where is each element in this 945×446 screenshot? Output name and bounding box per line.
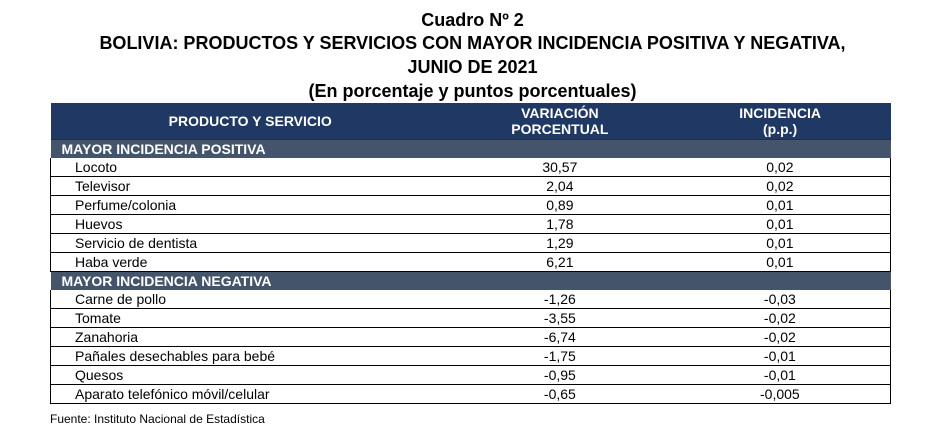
variation-value: 1,78 [450,215,670,234]
table-row [51,347,891,366]
incidence-value: -0,01 [670,347,891,366]
variation-value: -1,75 [450,347,670,366]
product-name: Haba verde [51,253,450,272]
variation-value: -3,55 [450,309,670,328]
table-row [51,253,891,272]
product-name: Aparato telefónico móvil/celular [51,385,450,404]
table-row [51,366,891,385]
section-label: MAYOR INCIDENCIA POSITIVA [51,140,891,159]
section-positive [51,140,891,159]
variation-value: -6,74 [450,328,670,347]
incidence-value: 0,02 [670,177,891,196]
header-incidence: INCIDENCIA (p.p.) [670,103,891,140]
variation-value: -0,65 [450,385,670,404]
incidence-value: -0,02 [670,309,891,328]
incidence-table [50,103,891,404]
incidence-value: 0,01 [670,234,891,253]
table-row [51,196,891,215]
table-row [51,158,891,177]
variation-value: 30,57 [450,158,670,177]
header-product: PRODUCTO Y SERVICIO [51,103,450,140]
incidence-value: 0,01 [670,253,891,272]
product-name: Locoto [51,158,450,177]
incidence-value: -0,02 [670,328,891,347]
variation-value: -0,95 [450,366,670,385]
table-title-date: JUNIO DE 2021 [407,57,538,77]
header-row [51,103,891,140]
product-name: Perfume/colonia [51,196,450,215]
table-row [51,215,891,234]
incidence-value: 0,02 [670,158,891,177]
variation-value: 2,04 [450,177,670,196]
table-row [51,328,891,347]
table-row [51,234,891,253]
table-number: Cuadro Nº 2 [421,10,524,30]
table-row [51,177,891,196]
header-variation: VARIACIÓN PORCENTUAL [450,103,670,140]
variation-value: 1,29 [450,234,670,253]
section-negative [51,272,891,291]
product-name: Tomate [51,309,450,328]
incidence-value: 0,01 [670,215,891,234]
variation-value: -1,26 [450,290,670,309]
source-note: Fuente: Instituto Nacional de Estadística [50,412,265,426]
table-row [51,309,891,328]
table-title: BOLIVIA: PRODUCTOS Y SERVICIOS CON MAYOR INCIDENCIA POSITIVA Y NEGATIVA, [99,33,846,53]
variation-value: 0,89 [450,196,670,215]
incidence-value: 0,01 [670,196,891,215]
product-name: Quesos [51,366,450,385]
table-row [51,290,891,309]
incidence-value: -0,005 [670,385,891,404]
product-name: Servicio de dentista [51,234,450,253]
product-name: Zanahoria [51,328,450,347]
table-row [51,385,891,404]
product-name: Pañales desechables para bebé [51,347,450,366]
incidence-value: -0,03 [670,290,891,309]
table-units: (En porcentaje y puntos porcentuales) [308,81,637,101]
product-name: Huevos [51,215,450,234]
product-name: Televisor [51,177,450,196]
product-name: Carne de pollo [51,290,450,309]
section-label: MAYOR INCIDENCIA NEGATIVA [51,272,891,291]
variation-value: 6,21 [450,253,670,272]
incidence-value: -0,01 [670,366,891,385]
